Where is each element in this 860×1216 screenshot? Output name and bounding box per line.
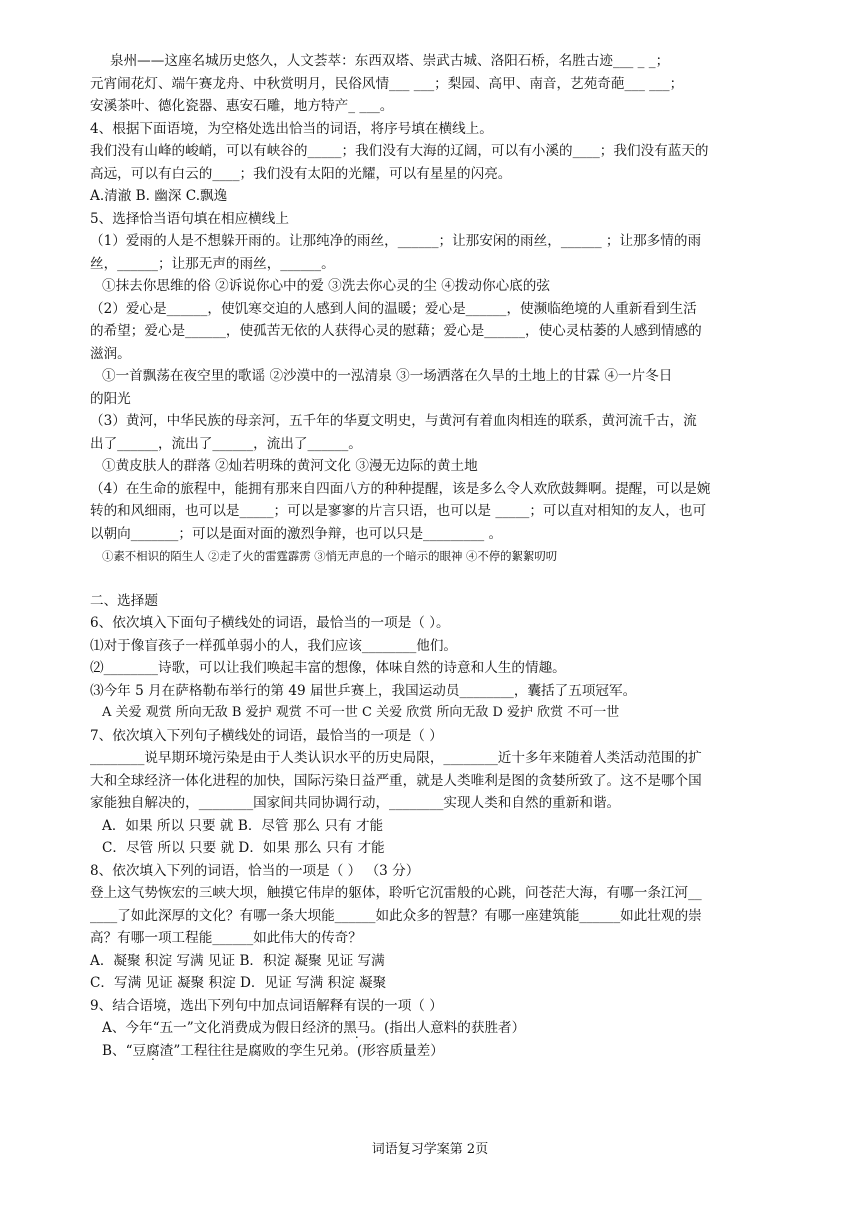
question-6-item: ⑵________诗歌，可以让我们唤起丰富的想像，体味自然的诗意和人生的情趣。 xyxy=(90,660,566,676)
question-5-4-text: （4）在生命的旅程中，能拥有那来自四面八方的种种提醒，该是多么令人欢欣鼓舞啊。提醒，可以是婉 xyxy=(90,480,711,497)
question-5-prompt: 5、选择恰当语句填在相应横线上 xyxy=(90,210,289,227)
question-5-2-text: （2）爱心是______，使饥寒交迫的人感到人间的温暖；爱心是______，使濒临绝境的人重新看到生活 xyxy=(90,300,697,317)
question-5-4-text: 转的和风细雨，也可以是_____；可以是寥寥的片言只语，也可以是 _____；可以直对相知的友人，也可 xyxy=(90,503,707,519)
option-text: 。(指出人意料的获胜者） xyxy=(370,1020,526,1036)
question-8-text: 高？有哪一项工程能______如此伟大的传奇？ xyxy=(90,930,362,946)
question-8-text: ____了如此深厚的文化？有哪一条大坝能______如此众多的智慧？有哪一座建筑能______如此壮观的崇 xyxy=(90,907,702,924)
question-5-1-options: ①抹去你思维的俗 ②诉说你心中的爱 ③洗去你心灵的尘 ④拨动你心底的弦 xyxy=(102,278,550,294)
dotted-term: 黑马 xyxy=(343,1020,371,1036)
question-5-1-text: 丝，______；让那无声的雨丝，______。 xyxy=(90,255,335,272)
question-6-item: ⑴对于像盲孩子一样孤单弱小的人，我们应该________他们。 xyxy=(90,637,458,654)
question-5-3-options: ①黄皮肤人的群落 ②灿若明珠的黄河文化 ③漫无边际的黄土地 xyxy=(102,458,478,474)
question-5-2-options: 的阳光 xyxy=(90,390,131,407)
question-4-text: 我们没有山峰的峻峭，可以有峡谷的_____；我们没有大海的辽阔，可以有小溪的____；我们没有蓝天的 xyxy=(90,143,709,159)
question-4-options: A.清澈 B. 幽深 C.飘逸 xyxy=(90,188,228,204)
question-4-prompt: 4、根据下面语境，为空格处选出恰当的词语，将序号填在横线上。 xyxy=(90,120,493,137)
section-gap xyxy=(90,568,790,590)
question-4-text: 高远，可以有白云的____；我们没有太阳的光耀，可以有星星的闪亮。 xyxy=(90,165,512,182)
question-7-text: ________说早期环境污染是由于人类认识水平的历史局限，________近十多年来随着人类活动范围的扩 xyxy=(90,750,702,766)
worksheet-body xyxy=(90,50,790,1062)
question-9-option-b xyxy=(90,1040,790,1063)
question-5-4-text: 以朝向_______；可以是面对面的激烈争辩，也可以只是_________ 。 xyxy=(90,525,503,542)
question-8-options: A．凝聚 积淀 写满 见证 B．积淀 凝聚 见证 写满 xyxy=(90,952,385,969)
question-5-1-text: （1）爱雨的人是不想躲开雨的。让那纯净的雨丝，______；让那安闲的雨丝，______ ；让那多情的雨 xyxy=(90,233,702,249)
question-5-2-text: 滋润。 xyxy=(90,345,131,362)
question-8-options: C．写满 见证 凝聚 积淀 D．见证 写满 积淀 凝聚 xyxy=(90,975,387,991)
option-text: ”工程往往是腐败的孪生兄弟。(形容质量差） xyxy=(173,1042,444,1059)
option-text: B、“ xyxy=(102,1042,133,1059)
question-7-text: 家能独自解决的，________国家间共同协调行动，________实现人类和自然的重新和谐。 xyxy=(90,795,621,811)
paragraph-line: 安溪茶叶、德化瓷器、惠安石雕，地方特产_ ___。 xyxy=(90,98,394,114)
question-9-option-a xyxy=(90,1017,790,1040)
question-6-options: A 关爱 观赏 所向无敌 B 爱护 观赏 不可一世 C 关爱 欣赏 所向无敌 D 爱护 欣赏 不可一世 xyxy=(102,705,620,720)
dotted-term: 豆腐渣 xyxy=(132,1042,174,1059)
question-5-3-text: （3）黄河，中华民族的母亲河，五千年的华夏文明史，与黄河有着血肉相连的联系，黄河流千古，流 xyxy=(90,413,697,429)
question-5-2-options: ①一首飘荡在夜空里的歌谣 ②沙漠中的一泓清泉 ③一场洒落在久旱的土地上的甘霖 ④一片冬日 xyxy=(102,368,673,384)
question-5-2-text: 的希望；爱心是______，使孤苦无依的人获得心灵的慰藉；爱心是______，使心灵枯萎的人感到情感的 xyxy=(90,323,702,339)
option-text: A、今年“五一”文化消费成为假日经济的 xyxy=(102,1020,344,1036)
section-heading: 二、选择题 xyxy=(90,592,158,609)
page-footer: 词语复习学案第 2页 xyxy=(371,1142,489,1157)
question-7-prompt: 7、依次填入下列句子横线处的词语，最恰当的一项是（ ） xyxy=(90,727,443,744)
question-5-3-text: 出了______，流出了______，流出了______。 xyxy=(90,435,362,452)
question-9-prompt: 9、结合语境，选出下列句中加点词语解释有误的一项（ ） xyxy=(90,997,443,1014)
question-7-options: C．尽管 所以 只要 就 D．如果 那么 只有 才能 xyxy=(102,840,385,856)
question-8-text: 登上这气势恢宏的三峡大坝，触摸它伟岸的躯体，聆听它沉雷般的心跳，问苍茫大海，有哪一条江河__ xyxy=(90,885,702,901)
question-7-text: 大和全球经济一体化进程的加快，国际污染日益严重，就是人类唯利是图的贪婪所致了。这不是哪个国 xyxy=(90,772,702,789)
paragraph-line: 元宵闹花灯、端午赛龙舟、中秋赏明月，民俗风情___ ___；梨园、高甲、南音，艺苑奇葩___ ___； xyxy=(90,75,684,92)
paragraph-line: 泉州——这座名城历史悠久，人文荟萃：东西双塔、崇武古城、洛阳石桥，名胜古迹___ _ _； xyxy=(110,53,670,69)
question-8-prompt: 8、依次填入下列的词语，恰当的一项是（ ） （3 分） xyxy=(90,862,420,879)
question-6-prompt: 6、依次填入下面句子横线处的词语，最恰当的一项是（ ）。 xyxy=(90,615,450,631)
question-7-options: A．如果 所以 只要 就 B．尽管 那么 只有 才能 xyxy=(102,817,384,834)
question-6-item: ⑶今年 5 月在萨格勒布举行的第 49 届世乒赛上，我国运动员________，囊括了五项冠军。 xyxy=(90,682,637,699)
question-5-4-options: ①素不相识的陌生人 ②走了火的雷霆霹雳 ③悄无声息的一个暗示的眼神 ④不停的絮絮叨叨 xyxy=(102,549,558,563)
